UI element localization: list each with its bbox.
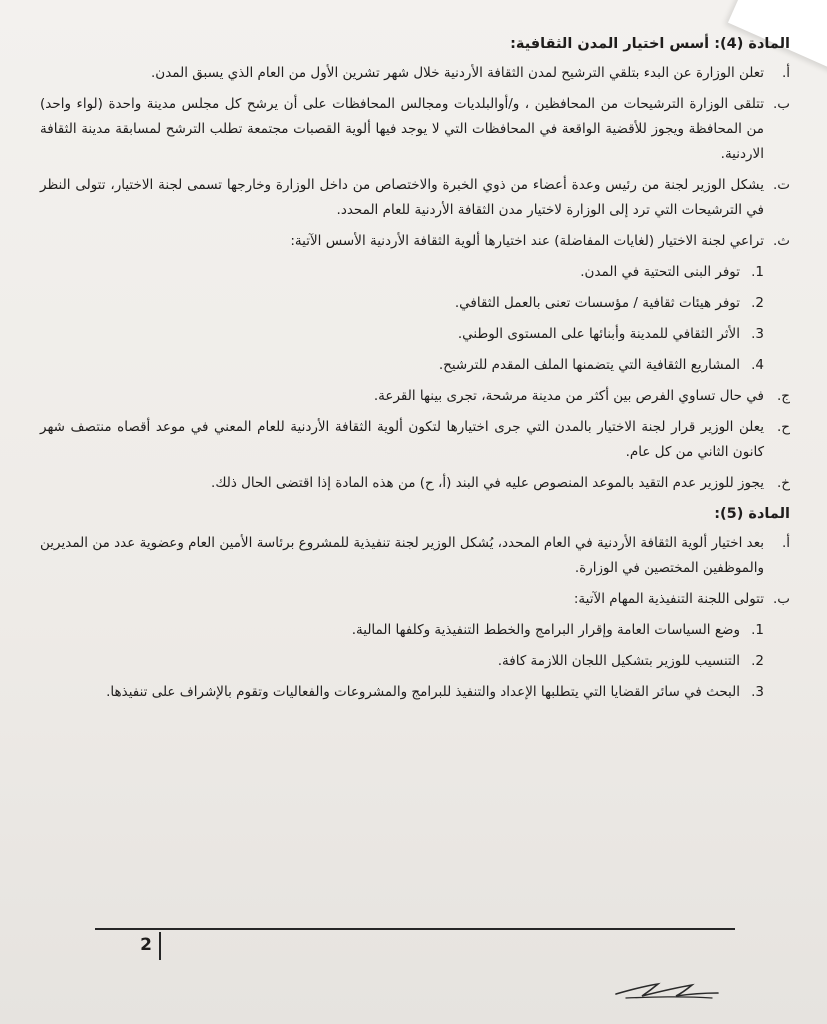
criterion-text: المشاريع الثقافية التي يتضمنها الملف المقدم للترشيح. <box>438 357 740 373</box>
criterion-number: 1. <box>751 264 764 280</box>
footer-divider <box>95 928 735 930</box>
item-marker: ب. <box>772 591 790 607</box>
page-number-separator <box>159 932 161 960</box>
task-text: وضع السياسات العامة وإقرار البرامج والخطط التنفيذية وكلفها المالية. <box>351 622 740 638</box>
criterion-1 <box>40 260 790 285</box>
item-marker: أ. <box>781 535 790 551</box>
task-text: التنسيب للوزير بتشكيل اللجان اللازمة كافة. <box>497 653 740 669</box>
handwritten-signature-icon <box>612 976 722 1002</box>
item-marker: ج. <box>776 388 790 404</box>
criterion-3 <box>40 322 790 347</box>
document-body <box>40 28 790 711</box>
criterion-4 <box>40 353 790 378</box>
article-4-item-th <box>40 229 790 254</box>
item-marker: خ. <box>776 475 790 491</box>
article-4-item-b <box>40 92 790 167</box>
item-marker: ث. <box>772 233 790 249</box>
article-4-item-j <box>40 384 790 409</box>
article-4-item-kh <box>40 471 790 496</box>
task-3 <box>40 680 790 705</box>
criterion-text: الأثر الثقافي للمدينة وأبنائها على المستوى الوطني. <box>457 326 740 342</box>
task-number: 1. <box>751 622 764 638</box>
item-text: بعد اختيار ألوية الثقافة الأردنية في العام المحدد، يُشكل الوزير لجنة تنفيذية للمشروع برئاسة الأمين العام وعضوية عدد من المديرين والموظفين المختصين في الوزارة. <box>40 535 764 576</box>
item-marker: أ. <box>781 65 790 81</box>
item-marker: ح. <box>776 419 790 435</box>
article-4-item-t <box>40 173 790 223</box>
article-5-heading: المادة (5): <box>714 506 790 522</box>
article-4-heading: المادة (4): أسس اختيار المدن الثقافية: <box>510 36 790 52</box>
article-5-item-b <box>40 587 790 612</box>
item-text: تعلن الوزارة عن البدء بتلقي الترشيح لمدن الثقافة الأردنية خلال شهر تشرين الأول من العام الذي يسبق المدن. <box>151 65 764 81</box>
task-2 <box>40 649 790 674</box>
criterion-number: 4. <box>751 357 764 373</box>
criterion-text: توفر هيئات ثقافية / مؤسسات تعنى بالعمل الثقافي. <box>454 295 740 311</box>
criterion-number: 2. <box>751 295 764 311</box>
item-text: يشكل الوزير لجنة من رئيس وعدة أعضاء من ذوي الخبرة والاختصاص من داخل الوزارة وخارجها تسمى لجنة الاختيار، تتولى النظر في الترشيحات التي ترد إلى الوزارة لاختيار مدن الثقافة الأردنية للعام المحدد. <box>40 177 764 218</box>
item-marker: ب. <box>772 96 790 112</box>
item-text: تراعي لجنة الاختيار (لغايات المفاضلة) عند اختيارها ألوية الثقافة الأردنية الأسس الآتية: <box>290 233 764 249</box>
item-text: في حال تساوي الفرص بين أكثر من مدينة مرشحة، تجرى بينها القرعة. <box>373 388 764 404</box>
item-text: تتلقى الوزارة الترشيحات من المحافظين ، و/أوالبلديات ومجالس المحافظات على أن يرشح كل مجلس مدينة واحدة (لواء واحد) من المحافظة ويجوز للأقضية الواقعة في المحافظات التي لا يوجد فيها ألوية القصبات مجتمعة تطلب الترشح لمسابقة مدينة الثقافة الاردنية. <box>40 96 764 162</box>
article-4-item-h <box>40 415 790 465</box>
task-number: 3. <box>751 684 764 700</box>
item-text: يجوز للوزير عدم التقيد بالموعد المنصوص عليه في البند (أ، ح) من هذه المادة إذا اقتضى الحال ذلك. <box>211 475 764 491</box>
item-text: يعلن الوزير قرار لجنة الاختيار بالمدن التي جرى اختيارها لتكون ألوية الثقافة الأردنية للعام المعني في موعد أقصاه منتصف شهر كانون الثاني من كل عام. <box>40 419 764 460</box>
task-1 <box>40 618 790 643</box>
article-5-item-a <box>40 531 790 581</box>
criterion-number: 3. <box>751 326 764 342</box>
article-4-item-a <box>40 61 790 86</box>
item-text: تتولى اللجنة التنفيذية المهام الآتية: <box>573 591 764 607</box>
task-number: 2. <box>751 653 764 669</box>
task-text: البحث في سائر القضايا التي يتطلبها الإعداد والتنفيذ للبرامج والمشروعات والفعاليات وتقوم بالإشراف على تنفيذها. <box>106 684 740 700</box>
item-marker: ت. <box>772 177 790 193</box>
page-number: 2 <box>140 935 152 955</box>
criterion-2 <box>40 291 790 316</box>
criterion-text: توفر البنى التحتية في المدن. <box>580 264 740 280</box>
